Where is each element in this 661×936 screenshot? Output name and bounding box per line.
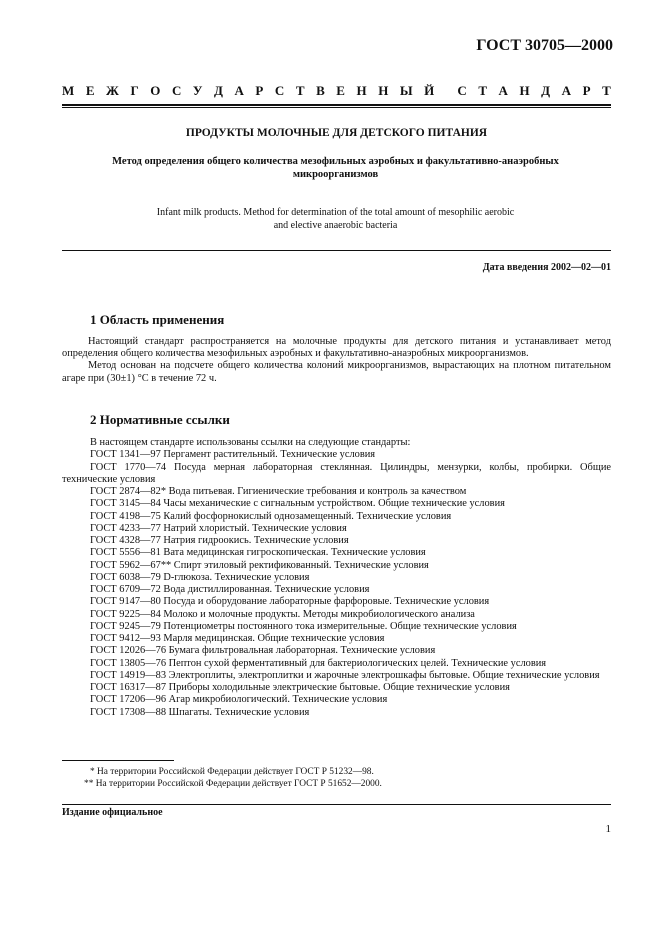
reference-item: ГОСТ 3145—84 Часы механические с сигнальным устройством. Общие технические условия	[90, 498, 505, 510]
reference-item: ГОСТ 2874—82* Вода питьевая. Гигиенические требования и контроль за качеством	[90, 486, 467, 497]
interstate-standard-heading	[62, 83, 611, 99]
reference-item: ГОСТ 9245—79 Потенциометры постоянного тока измерительные. Общие технические условия	[90, 620, 517, 632]
reference-item: ГОСТ 17308—88 Шпагаты. Технические условия	[90, 706, 310, 718]
footnote: * На территории Российской Федерации действует ГОСТ Р 51232—98.	[90, 767, 374, 777]
interstate-letter: Р	[582, 83, 591, 98]
interstate-letter: Е	[336, 83, 345, 98]
english-title-line: and elective anaerobic bacteria	[273, 220, 398, 231]
interstate-letter: Р	[255, 83, 264, 98]
footer-rule	[62, 804, 611, 805]
reference-item: ГОСТ 12026—76 Бумага фильтровальная лабораторная. Технические условия	[90, 645, 436, 657]
official-edition-label: Издание официальное	[62, 807, 163, 818]
document-title: ПРОДУКТЫ МОЛОЧНЫЕ ДЛЯ ДЕТСКОГО ПИТАНИЯ	[185, 127, 488, 139]
interstate-letter: А	[561, 83, 572, 98]
title-rule	[62, 250, 611, 251]
interstate-letter: С	[274, 83, 285, 98]
reference-item: ГОСТ 14919—83 Электроплиты, электроплитки и жарочные электрошкафы бытовые. Общие технические условия	[90, 669, 600, 681]
subtitle-line: Метод определения общего количества мезофильных аэробных и факультативно-анаэробных	[112, 156, 559, 167]
interstate-letter: Ы	[399, 83, 413, 98]
interstate-letter: Н	[378, 83, 389, 98]
reference-item: ГОСТ 4328—77 Натрия гидроокись. Технические условия	[90, 535, 349, 546]
interstate-letter: Н	[356, 83, 367, 98]
introduction-date: Дата введения 2002—02—01	[482, 262, 611, 273]
footnote-rule	[62, 760, 174, 761]
reference-item: ГОСТ 9412—93 Марля медицинская. Общие технические условия	[90, 633, 385, 644]
section-1-paragraph: Настоящий стандарт распространяется на молочные продукты для детского питания и устанавливает метод определения общего количества мезофильных аэробных и факультативно-анаэробных микроорганизмов.	[62, 336, 611, 360]
interstate-letter: Г	[130, 83, 139, 98]
document-subtitle	[80, 155, 591, 181]
interstate-letter: С	[171, 83, 182, 98]
section-1-heading: 1 Область применения	[90, 312, 225, 327]
interstate-letter: Т	[602, 83, 611, 98]
interstate-letter: С	[457, 83, 467, 98]
reference-item: ГОСТ 17206—96 Агар микробиологический. Технические условия	[90, 694, 388, 706]
reference-item: ГОСТ 1341—97 Пергамент растительный. Технические условия	[90, 449, 376, 461]
english-title	[80, 206, 591, 232]
reference-item: ГОСТ 9147—80 Посуда и оборудование лабораторные фарфоровые. Технические условия	[90, 596, 490, 608]
section-1-paragraph: Метод основан на подсчете общего количества колоний микроорганизмов, вырастающих на плотном питательном агаре при (30±1) °С в течение 72 ч.	[62, 360, 611, 384]
reference-item: ГОСТ 6038—79 D-глюкоза. Технические условия	[90, 571, 310, 583]
header-rule-thick	[62, 104, 611, 106]
section-1-body	[62, 336, 611, 385]
header-rule-thin	[62, 107, 611, 108]
footnote: ** На территории Российской Федерации действует ГОСТ Р 51652—2000.	[84, 779, 382, 789]
interstate-letter: У	[192, 83, 203, 98]
page-number: 1	[605, 823, 611, 835]
interstate-letter: Д	[541, 83, 551, 98]
footnotes	[62, 766, 611, 790]
reference-item: ГОСТ 9225—84 Молоко и молочные продукты. Методы микробиологического анализа	[90, 608, 475, 620]
reference-item: ГОСТ 6709—72 Вода дистиллированная. Технические условия	[90, 584, 370, 595]
reference-item: ГОСТ 4198—75 Калий фосфорнокислый однозамещенный. Технические условия	[90, 510, 452, 522]
reference-item: ГОСТ 1770—74 Посуда мерная лабораторная стеклянная. Цилиндры, мензурки, колбы, пробирки. Общие технические условия	[62, 461, 611, 485]
section-2-heading: 2 Нормативные ссылки	[90, 412, 230, 427]
english-title-line: Infant milk products. Method for determination of the total amount of mesophilic aerobic	[156, 207, 515, 218]
interstate-letter: А	[498, 83, 508, 98]
gost-code: ГОСТ 30705—2000	[476, 37, 613, 54]
reference-item: ГОСТ 13805—76 Пептон сухой ферментативный для бактериологических целей. Технические условия	[90, 657, 547, 669]
interstate-letter: Ж	[106, 83, 119, 98]
reference-item: ГОСТ 4233—77 Натрий хлористый. Технические условия	[90, 522, 347, 534]
interstate-letter: Д	[213, 83, 223, 98]
subtitle-line: микроорганизмов	[292, 169, 379, 180]
interstate-letter: Е	[85, 83, 95, 98]
normative-references-list	[62, 437, 611, 719]
interstate-letter: Н	[519, 83, 530, 98]
reference-item: ГОСТ 5962—67** Спирт этиловый ректификованный. Технические условия	[90, 559, 429, 571]
interstate-letter: Т	[478, 83, 487, 98]
reference-item: ГОСТ 16317—87 Приборы холодильные электрические бытовые. Общие технические условия	[90, 682, 510, 693]
interstate-letter: О	[150, 83, 161, 98]
interstate-letter: А	[234, 83, 244, 98]
interstate-letter: Т	[295, 83, 305, 98]
interstate-letter: Й	[424, 83, 435, 98]
reference-item: ГОСТ 5556—81 Вата медицинская гигроскопическая. Технические условия	[90, 547, 426, 559]
references-intro: В настоящем стандарте использованы ссылки на следующие стандарты:	[90, 437, 411, 448]
interstate-letter: М	[62, 83, 75, 98]
interstate-letter: В	[316, 83, 325, 98]
